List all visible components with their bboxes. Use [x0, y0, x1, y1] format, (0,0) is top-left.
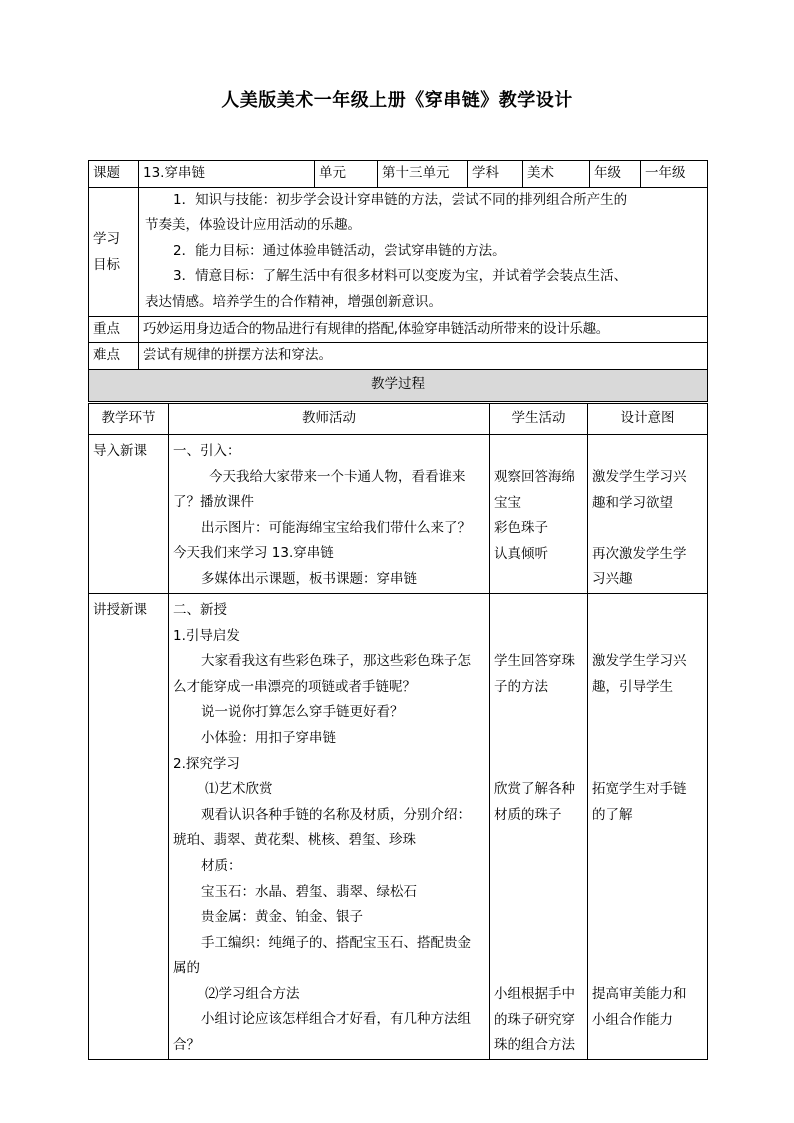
text-line: 小组讨论应该怎样组合才好看，有几种方法组	[201, 1011, 471, 1028]
text-line: 琥珀、翡翠、黄花梨、桃核、碧玺、珍珠	[173, 832, 416, 849]
unit-label: 单元	[315, 161, 378, 188]
text-line: 二、新授	[173, 601, 227, 618]
text-line: 属的	[173, 960, 200, 977]
goal-line: 节奏美，体验设计应用活动的乐趣。	[145, 217, 361, 234]
stage-teach: 讲授新课	[89, 593, 169, 1059]
text-line: 一、引入：	[173, 443, 241, 459]
text-line: 的珠子研究穿	[494, 1011, 575, 1028]
teacher-teach	[169, 593, 490, 1059]
text-line: 小组根据手中	[494, 985, 575, 1002]
goal-line: 3．情意目标：了解生活中有很多材料可以变废为宝，并试着学会装点生活、	[173, 268, 628, 285]
key-text: 巧妙运用身边适合的物品进行有规律的搭配,体验穿串链活动所带来的设计乐趣。	[139, 316, 708, 343]
unit-value: 第十三单元	[378, 161, 468, 188]
text-line: ⑵学习组合方法	[205, 985, 300, 1002]
text-line: 子的方法	[494, 678, 548, 695]
text-line: 今天我给大家带来一个卡通人物，看看谁来	[209, 468, 466, 485]
difficulty-label: 难点	[89, 343, 139, 370]
grade-value: 一年级	[641, 161, 708, 188]
text-line: 贵金属：黄金、铂金、银子	[201, 909, 363, 926]
text-line: 么才能穿成一串漂亮的项链或者手链呢？	[173, 678, 416, 695]
text-line: 材质：	[201, 857, 242, 874]
text-line: 观察回答海绵	[494, 469, 575, 485]
col-teacher: 教师活动	[169, 404, 490, 435]
text-line: 欣赏了解各种	[494, 781, 575, 798]
text-line: 小体验：用扣子穿串链	[201, 729, 336, 746]
page-title: 人美版美术一年级上册《穿串链》教学设计	[221, 90, 573, 111]
goal-line: 1．知识与技能：初步学会设计穿串链的方法，尝试不同的排列组合所产生的	[173, 191, 628, 208]
lesson-value: 13.穿串链	[139, 161, 315, 188]
difficulty-text: 尝试有规律的拼摆方法和穿法。	[139, 343, 708, 370]
student-teach	[490, 593, 588, 1059]
text-line: 趣和学习欲望	[592, 494, 673, 511]
stage-intro: 导入新课	[89, 435, 169, 594]
goal-line: 2．能力目标：通过体验串链活动，尝试穿串链的方法。	[173, 242, 506, 259]
text-line: 认真倾听	[494, 545, 548, 562]
col-stage: 教学环节	[89, 404, 169, 435]
text-line: 珠的组合方法	[494, 1037, 575, 1054]
text-line: 多媒体出示课题，板书课题：穿串链	[201, 570, 417, 587]
text-line: 说一说你打算怎么穿手链更好看？	[201, 704, 404, 721]
text-line: 了？播放课件	[173, 494, 254, 511]
process-table	[88, 403, 708, 1060]
text-line: 习兴趣	[592, 571, 633, 588]
col-intent: 设计意图	[588, 404, 708, 435]
goal-line: 表达情感。培养学生的合作精神，增强创新意识。	[145, 293, 442, 310]
lesson-label: 课题	[89, 161, 139, 188]
goals-label: 学习目标	[89, 187, 139, 316]
text-line: 材质的珠子	[494, 806, 562, 823]
text-line: 激发学生学习兴	[592, 653, 687, 670]
text-line: 大家看我这有些彩色珠子，那这些彩色珠子怎	[201, 653, 471, 670]
text-line: 1.引导启发	[173, 627, 240, 644]
text-line: 合？	[173, 1037, 200, 1054]
text-line: 再次激发学生学	[592, 545, 687, 562]
text-line: 激发学生学习兴	[592, 469, 687, 485]
process-banner: 教学过程	[89, 369, 708, 401]
text-line: ⑴艺术欣赏	[205, 781, 273, 798]
text-line: 拓宽学生对手链	[592, 781, 687, 798]
text-line: 宝宝	[494, 494, 521, 511]
col-student: 学生活动	[490, 404, 588, 435]
intent-teach	[588, 593, 708, 1059]
text-line: 学生回答穿珠	[494, 653, 575, 670]
grade-label: 年级	[590, 161, 641, 188]
text-line: 趣，引导学生	[592, 678, 673, 695]
teacher-intro	[169, 435, 490, 594]
text-line: 小组合作能力	[592, 1011, 673, 1028]
text-line: 2.探究学习	[173, 755, 240, 772]
student-intro	[490, 435, 588, 594]
intent-intro	[588, 435, 708, 594]
text-line: 出示图片：可能海绵宝宝给我们带什么来了？	[201, 519, 471, 536]
subject-label: 学科	[468, 161, 523, 188]
key-label: 重点	[89, 316, 139, 343]
text-line: 今天我们来学习 13.穿串链	[173, 545, 334, 562]
text-line: 的了解	[592, 806, 633, 823]
goals-content	[139, 187, 708, 316]
subject-value: 美术	[523, 161, 590, 188]
info-table	[88, 160, 708, 402]
text-line: 观看认识各种手链的名称及材质，分别介绍：	[201, 806, 471, 823]
text-line: 宝玉石：水晶、碧玺、翡翠、绿松石	[201, 883, 417, 900]
text-line: 提高审美能力和	[592, 985, 687, 1002]
text-line: 手工编织：纯绳子的、搭配宝玉石、搭配贵金	[201, 934, 471, 951]
text-line: 彩色珠子	[494, 520, 548, 537]
